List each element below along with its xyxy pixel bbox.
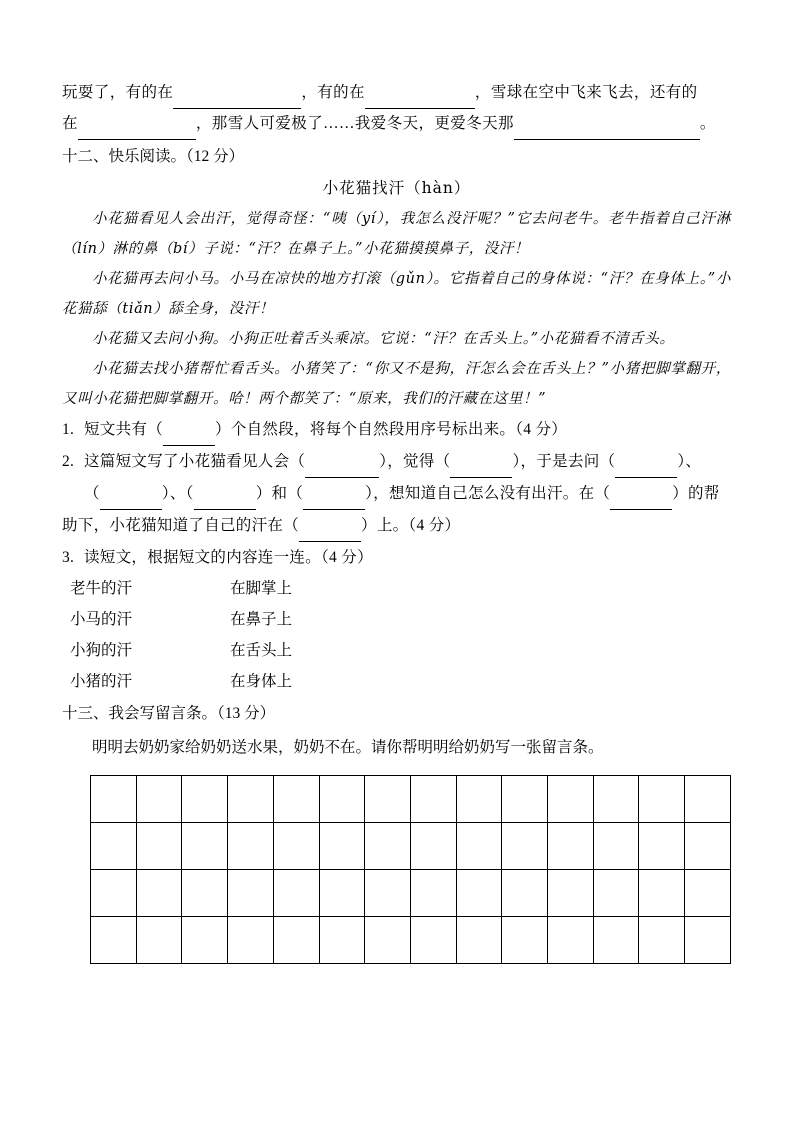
blank-line[interactable]: [303, 478, 365, 510]
match-right-item[interactable]: 在舌头上: [230, 642, 293, 659]
question-3: [62, 542, 731, 573]
question-text-cont: ）和（: [255, 485, 304, 502]
grid-cell[interactable]: [456, 823, 502, 870]
question-text-cont: ）上。（4 分）: [361, 517, 461, 534]
grid-cell[interactable]: [182, 870, 228, 917]
grid-cell[interactable]: [548, 776, 594, 823]
blank-line[interactable]: [514, 109, 700, 140]
match-row[interactable]: [62, 604, 731, 635]
grid-cell[interactable]: [639, 823, 685, 870]
match-right-item[interactable]: 在鼻子上: [230, 611, 293, 628]
match-row[interactable]: [62, 573, 731, 604]
question-text-cont: ）个自然段，将每个自然段用序号标出来。（4 分）: [215, 421, 568, 438]
table-row[interactable]: [91, 776, 731, 823]
story-paragraph: 小花猫看见人会出汗，觉得奇怪：“咦（yí），我怎么没汗呢？”它去问老牛。老牛指着自己汗淋（lín）淋的鼻（bí）子说：“汗？在鼻子上。”小花猫摸摸鼻子，没汗！: [62, 211, 731, 257]
grid-cell[interactable]: [502, 823, 548, 870]
fill-in-text-1b: ，有的在: [301, 84, 365, 101]
section-13-heading: 十三、我会写留言条。（13 分）: [62, 705, 276, 722]
grid-cell[interactable]: [91, 823, 137, 870]
table-row[interactable]: [91, 917, 731, 964]
grid-cell[interactable]: [319, 917, 365, 964]
grid-cell[interactable]: [593, 823, 639, 870]
grid-cell[interactable]: [685, 917, 731, 964]
question-2-line-2: [62, 478, 731, 510]
grid-cell[interactable]: [456, 917, 502, 964]
story-title: 小花猫找汗（hàn）: [322, 179, 471, 197]
question-text: 这篇短文写了小花猫看见人会（: [84, 453, 306, 470]
question-text-cont: ）、（: [161, 485, 194, 502]
story-paragraph: 小花猫再去问小马。小马在凉快的地方打滚（gǔn）。它指着自己的身体说：“汗？在身体上。”小花猫舔（tiǎn）舔全身，没汗！: [62, 271, 731, 317]
blank-line[interactable]: [305, 446, 379, 478]
grid-cell[interactable]: [685, 870, 731, 917]
question-text-cont: ），于是去问（: [512, 453, 616, 470]
question-text-cont: ）、: [677, 453, 702, 470]
grid-cell[interactable]: [456, 776, 502, 823]
writing-grid[interactable]: [90, 775, 731, 964]
grid-cell[interactable]: [319, 823, 365, 870]
story-paragraph: 小花猫又去问小狗。小狗正吐着舌头乘凉。它说：“汗？在舌头上。”小花猫看不清舌头。: [92, 331, 675, 347]
grid-cell[interactable]: [593, 917, 639, 964]
grid-cell[interactable]: [228, 776, 274, 823]
fill-in-text-2a: 在: [62, 115, 78, 132]
grid-cell[interactable]: [136, 823, 182, 870]
blank-line[interactable]: [78, 109, 196, 140]
grid-cell[interactable]: [548, 917, 594, 964]
question-text-cont: ），想知道自己怎么没有出汗。在（: [365, 485, 611, 502]
grid-cell[interactable]: [410, 823, 456, 870]
match-right-item[interactable]: 在身体上: [230, 673, 293, 690]
fill-in-line-2: [62, 109, 731, 140]
grid-cell[interactable]: [593, 870, 639, 917]
grid-cell[interactable]: [593, 776, 639, 823]
grid-cell[interactable]: [228, 917, 274, 964]
grid-cell[interactable]: [228, 823, 274, 870]
match-left-item[interactable]: 老牛的汗: [70, 580, 133, 597]
grid-cell[interactable]: [136, 870, 182, 917]
question-2: [62, 446, 731, 478]
grid-cell[interactable]: [502, 776, 548, 823]
fill-in-text-1a: 玩耍了，有的在: [62, 84, 174, 101]
grid-cell[interactable]: [502, 917, 548, 964]
question-text: 短文共有（: [84, 421, 164, 438]
grid-cell[interactable]: [548, 870, 594, 917]
grid-cell[interactable]: [136, 917, 182, 964]
table-row[interactable]: [91, 870, 731, 917]
grid-cell[interactable]: [502, 870, 548, 917]
match-left-item[interactable]: 小狗的汗: [70, 642, 133, 659]
grid-cell[interactable]: [182, 776, 228, 823]
table-row[interactable]: [91, 823, 731, 870]
fill-in-text-2c: 。: [699, 115, 716, 132]
grid-cell[interactable]: [365, 823, 411, 870]
grid-cell[interactable]: [685, 776, 731, 823]
blank-line[interactable]: [100, 478, 162, 510]
match-left-item[interactable]: 小马的汗: [70, 611, 133, 628]
match-left-item[interactable]: 小猪的汗: [70, 673, 133, 690]
grid-cell[interactable]: [136, 776, 182, 823]
question-text: 读短文，根据短文的内容连一连。（4 分）: [84, 549, 373, 566]
grid-cell[interactable]: [639, 917, 685, 964]
question-text-cont: 助下，小花猫知道了自己的汗在（: [62, 517, 300, 534]
grid-cell[interactable]: [182, 917, 228, 964]
fill-in-line-1: [62, 78, 731, 109]
question-text-cont: （: [84, 485, 100, 502]
grid-cell[interactable]: [319, 776, 365, 823]
fill-in-text-2b: ，那雪人可爱极了……我爱冬天，更爱冬天那: [195, 115, 514, 132]
grid-cell[interactable]: [273, 917, 319, 964]
grid-cell[interactable]: [319, 870, 365, 917]
grid-cell[interactable]: [639, 870, 685, 917]
grid-cell[interactable]: [91, 776, 137, 823]
blank-line[interactable]: [194, 478, 256, 510]
match-row[interactable]: [62, 666, 731, 697]
grid-cell[interactable]: [639, 776, 685, 823]
question-number: 2.: [62, 453, 75, 470]
section-12-heading: 十二、快乐阅读。（12 分）: [62, 148, 245, 165]
question-2-line-3: [62, 510, 731, 542]
blank-line[interactable]: [163, 414, 215, 446]
grid-cell[interactable]: [365, 776, 411, 823]
grid-cell[interactable]: [91, 870, 137, 917]
question-text-cont: ）的帮: [672, 485, 720, 502]
blank-line[interactable]: [173, 78, 301, 109]
blank-line[interactable]: [610, 478, 672, 510]
grid-cell[interactable]: [273, 823, 319, 870]
grid-cell[interactable]: [273, 776, 319, 823]
grid-cell[interactable]: [410, 776, 456, 823]
grid-cell[interactable]: [365, 917, 411, 964]
grid-cell[interactable]: [685, 823, 731, 870]
blank-line[interactable]: [299, 510, 361, 542]
question-1: [62, 414, 731, 446]
writing-grid-body: [91, 776, 731, 964]
question-number: 3.: [62, 549, 75, 566]
story-paragraph: 小花猫去找小猪帮忙看舌头。小猪笑了：“你又不是狗，汗怎么会在舌头上？”小猪把脚掌翻开，又叫小花猫把脚掌翻开。哈！两个都笑了：“原来，我们的汗藏在这里！”: [62, 361, 731, 407]
grid-cell[interactable]: [548, 823, 594, 870]
grid-cell[interactable]: [91, 917, 137, 964]
grid-cell[interactable]: [456, 870, 502, 917]
grid-cell[interactable]: [273, 870, 319, 917]
grid-cell[interactable]: [365, 870, 411, 917]
section-13-prompt: 明明去奶奶家给奶奶送水果，奶奶不在。请你帮明明给奶奶写一张留言条。: [92, 739, 604, 756]
grid-cell[interactable]: [410, 870, 456, 917]
question-text-cont: ），觉得（: [379, 453, 451, 470]
blank-line[interactable]: [365, 78, 475, 109]
blank-line[interactable]: [450, 446, 512, 478]
fill-in-text-1c: ，雪球在空中飞来飞去，还有的: [474, 84, 698, 101]
match-row[interactable]: [62, 635, 731, 666]
question-number: 1.: [62, 421, 75, 438]
blank-line[interactable]: [615, 446, 677, 478]
grid-cell[interactable]: [410, 917, 456, 964]
match-right-item[interactable]: 在脚掌上: [230, 580, 293, 597]
grid-cell[interactable]: [228, 870, 274, 917]
grid-cell[interactable]: [182, 823, 228, 870]
